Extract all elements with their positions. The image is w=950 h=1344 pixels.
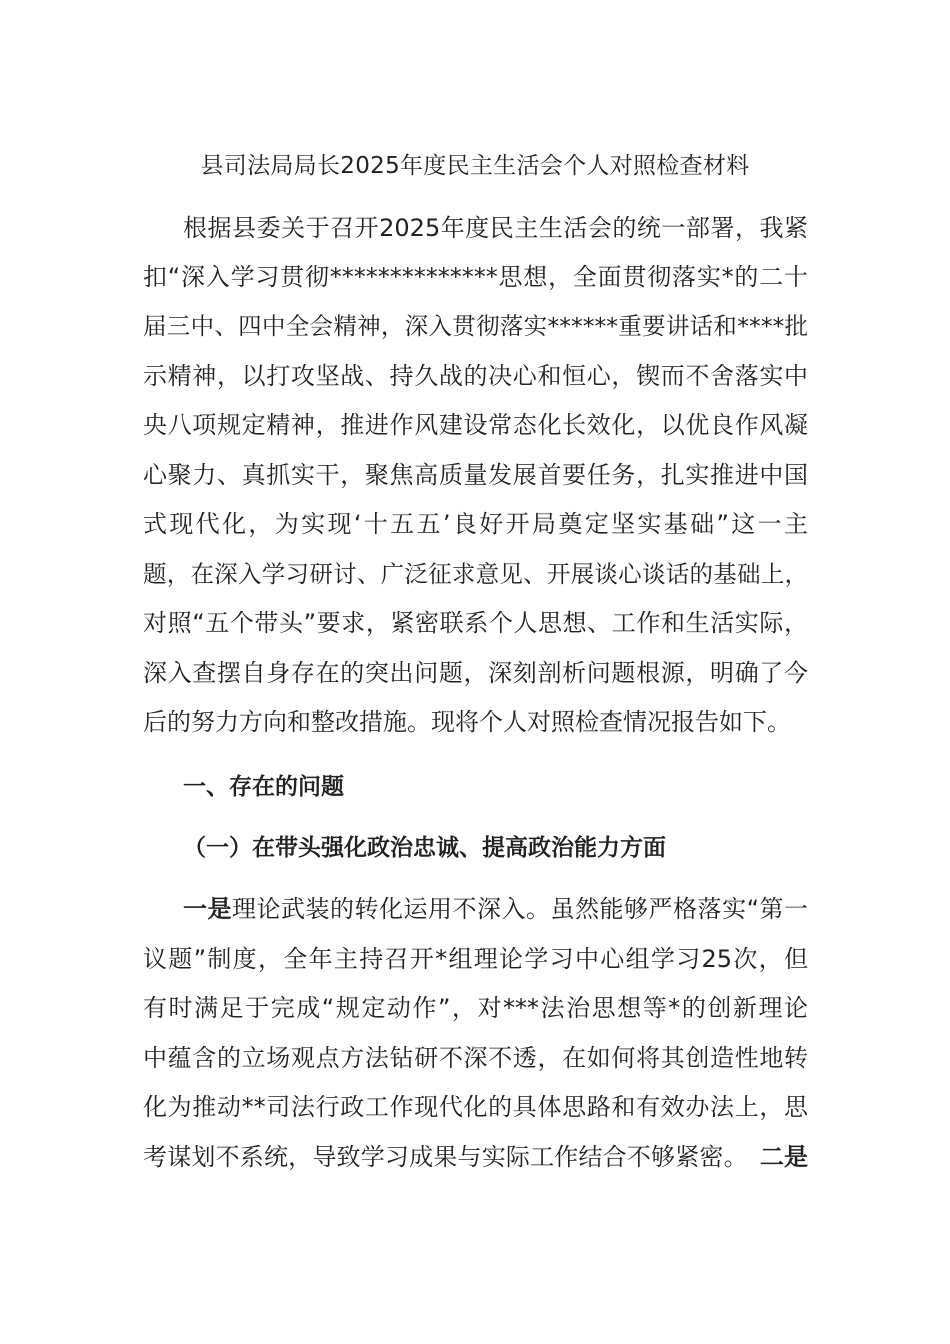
intro-line-5: 央八项规定精神，推进作风建设常态化长效化，以优良作风凝: [143, 411, 808, 439]
document-title: 县司法局局长2025年度民主生活会个人对照检查材料: [200, 153, 750, 179]
intro-line-8: 题，在深入学习研讨、广泛征求意见、开展谈心谈话的基础上，: [143, 560, 808, 588]
point1-first-line-text: 理论武装的转化运用不深入。虽然能够严格落实“第一: [232, 895, 809, 923]
point2-label: 二是: [759, 1143, 809, 1171]
section-heading-problems: 一、存在的问题: [183, 774, 344, 800]
intro-line-1: 根据县委关于召开2025年度民主生活会的统一部署，我紧: [183, 214, 808, 242]
point1-last-line-text: 考谋划不系统，导致学习成果与实际工作结合不够紧密。: [143, 1143, 748, 1171]
point1-line-5: 化为推动**司法行政工作现代化的具体思路和有效办法上，思: [143, 1093, 808, 1121]
intro-line-4: 示精神，以打攻坚战、持久战的决心和恒心，锲而不舍落实中: [143, 362, 808, 390]
intro-line-3: 届三中、四中全会精神，深入贯彻落实******重要讲话和****批: [143, 312, 808, 340]
intro-line-6: 心聚力、真抓实干，聚焦高质量发展首要任务，扎实推进中国: [143, 461, 808, 489]
intro-line-2: 扣“深入学习贯彻**************思想，全面贯彻落实*的二十: [143, 263, 808, 291]
intro-line-10: 深入查摆自身存在的突出问题，深刻剖析问题根源，明确了今: [143, 659, 808, 687]
point1-line-1: [183, 889, 808, 929]
subsection-heading-political: （一）在带头强化政治忠诚、提高政治能力方面: [183, 835, 666, 861]
point1-line-2: 议题”制度，全年主持召开*组理论学习中心组学习25次，但: [143, 945, 808, 973]
point1-line-3: 有时满足于完成“规定动作”，对***法治思想等*的创新理论: [143, 994, 808, 1022]
point1-label: 一是: [183, 895, 233, 923]
intro-line-11: 后的努力方向和整改措施。现将个人对照检查情况报告如下。: [143, 708, 791, 736]
intro-line-7: 式现代化，为实现‘十五五’良好开局奠定坚实基础”这一主: [143, 510, 808, 538]
intro-line-9: 对照“五个带头”要求，紧密联系个人思想、工作和生活实际，: [143, 609, 808, 637]
point1-line-4: 中蕴含的立场观点方法钻研不深不透，在如何将其创造性地转: [143, 1044, 808, 1072]
point1-line-6: [143, 1137, 808, 1177]
